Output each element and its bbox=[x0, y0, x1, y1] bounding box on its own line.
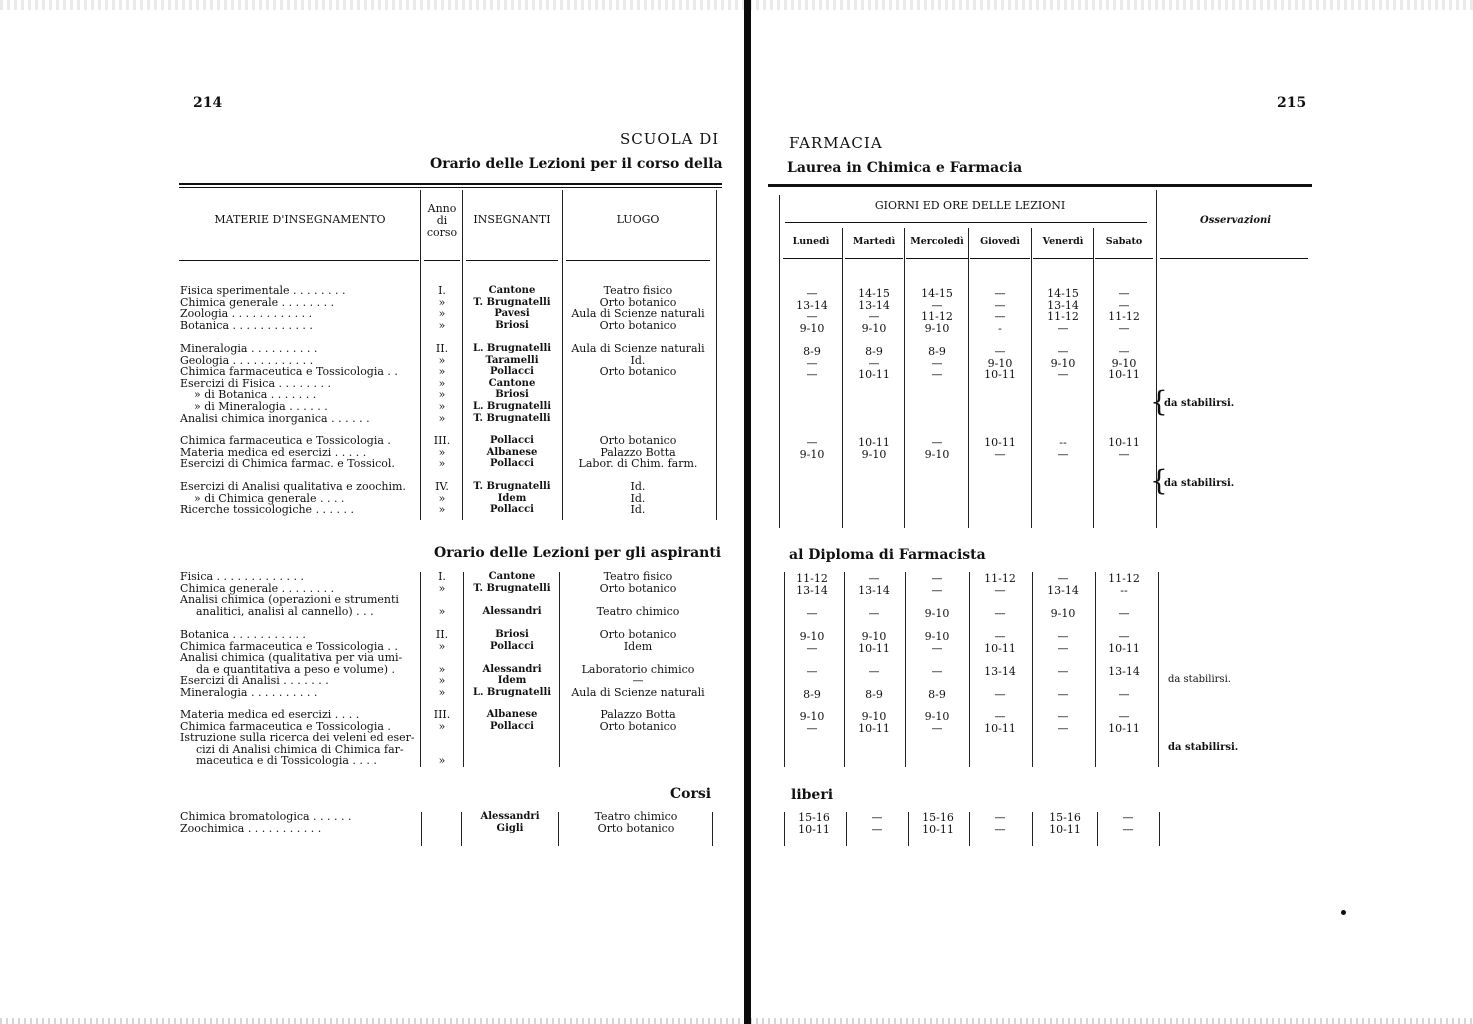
s3-mercoledi: 15-16 10-11 bbox=[922, 811, 954, 836]
s2-g2-giovedi: — 10-11 13-14 — bbox=[984, 630, 1016, 701]
page-edge-bottom bbox=[0, 1018, 1473, 1024]
s1-g2-martedi: 8-9 — 10-11 bbox=[858, 345, 890, 382]
header-underline-4 bbox=[566, 260, 710, 261]
s2-g1-martedi: — 13-14 — bbox=[858, 572, 890, 620]
s2-g3-note: da stabilirsi. bbox=[1168, 742, 1239, 753]
s3-giovedi: — — bbox=[994, 811, 1006, 836]
vline bbox=[462, 190, 463, 520]
book-spine bbox=[744, 0, 751, 1024]
vline bbox=[779, 195, 780, 528]
vline bbox=[421, 812, 422, 846]
vline bbox=[420, 572, 421, 767]
ink-speck bbox=[1341, 910, 1346, 915]
col-insegnanti: INSEGNANTI bbox=[473, 213, 551, 226]
s2-g2-sabato: — 10-11 13-14 — bbox=[1108, 630, 1140, 701]
s2-g1-mercoledi: — — 9-10 bbox=[924, 572, 950, 620]
s1-g2-lunedi: 8-9 — — bbox=[803, 345, 821, 382]
col-anno: Anno di corso bbox=[426, 202, 458, 239]
s2-g1-anno: I. » » bbox=[438, 570, 446, 618]
s1-g2-anno: II. » » » » » » bbox=[435, 342, 449, 425]
s1-g3-lunedi: — 9-10 bbox=[799, 436, 825, 461]
day-venerdi: Venerdì bbox=[1042, 236, 1084, 247]
s2-g3-places: Palazzo Botta Orto botanico bbox=[599, 708, 677, 733]
day-lunedi: Lunedì bbox=[792, 236, 830, 247]
s2-g1-venerdi: — 13-14 9-10 bbox=[1047, 572, 1079, 620]
s1-g1-venerdi: 14-15 13-14 11-12 — bbox=[1047, 287, 1079, 335]
vline bbox=[716, 190, 717, 520]
s1-g4-anno: IV. » » bbox=[435, 480, 449, 517]
s1-g3-subjects: Chimica farmaceutica e Tossicologia . Materia medica ed esercizi . . . . . Esercizi di Chimica farmac. e Tossicol. bbox=[180, 434, 395, 471]
s1-g2-sabato: — 9-10 10-11 bbox=[1108, 345, 1140, 382]
vline bbox=[562, 190, 563, 520]
s3-subjects: Chimica bromatologica . . . . . . Zoochimica . . . . . . . . . . . bbox=[180, 810, 352, 835]
s1-g1-sabato: — — 11-12 — bbox=[1108, 287, 1140, 335]
s2-g2-subjects: Botanica . . . . . . . . . . . Chimica farmaceutica e Tossicologia . . Analisi chimica (qualitativa per via umi- da e quantitativa a peso e volume) . Esercizi di Analisi . . . . . . . Mineralogia . . . . . . . . . . bbox=[180, 628, 403, 699]
s1-g2-teachers: L. Brugnatelli Taramelli Pollacci Cantone Briosi L. Brugnatelli T. Brugnatelli bbox=[472, 343, 552, 424]
vline bbox=[1158, 572, 1159, 767]
s3-places: Teatro chimico Orto botanico bbox=[594, 810, 678, 835]
page-number-left: 214 bbox=[193, 95, 223, 111]
vline bbox=[968, 228, 969, 528]
day-underline-4 bbox=[970, 258, 1030, 259]
s2-g1-subjects: Fisica . . . . . . . . . . . . . Chimica generale . . . . . . . . Analisi chimica (operazioni e strumenti analitici, analisi al cannello) . . . bbox=[180, 570, 399, 618]
s1-g3-venerdi: -- — bbox=[1057, 436, 1069, 461]
s1-g2-note: da stabilirsi. bbox=[1164, 398, 1235, 409]
page-number-right: 215 bbox=[1277, 95, 1307, 111]
s1-g2-mercoledi: 8-9 — — bbox=[928, 345, 946, 382]
rule-top-right bbox=[768, 184, 1312, 187]
s3-venerdi: 15-16 10-11 bbox=[1049, 811, 1081, 836]
s2-g3-mercoledi: 9-10 — bbox=[924, 710, 950, 735]
s1-g1-subjects: Fisica sperimentale . . . . . . . . Chimica generale . . . . . . . . Zoologia . . . . . . . . . . . . Botanica . . . . . . . . . . . . bbox=[180, 284, 346, 332]
s1-g4-places: Id. Id. Id. bbox=[630, 480, 646, 517]
vline bbox=[969, 812, 970, 846]
s1-g4-teachers: T. Brugnatelli Idem Pollacci bbox=[473, 481, 551, 516]
s1-g1-giovedi: — — — - bbox=[994, 287, 1006, 335]
vline bbox=[904, 228, 905, 528]
giorni-underline bbox=[785, 222, 1147, 223]
col-giorni: GIORNI ED ORE DELLE LEZIONI bbox=[874, 199, 1066, 212]
s2-g3-martedi: 9-10 10-11 bbox=[858, 710, 890, 735]
section3-title-left: Corsi bbox=[670, 786, 712, 802]
s1-g2-giovedi: — 9-10 10-11 bbox=[984, 345, 1016, 382]
vline bbox=[463, 572, 464, 767]
s2-g2-lunedi: 9-10 — — 8-9 bbox=[799, 630, 825, 701]
s1-g2-subjects: Mineralogia . . . . . . . . . . Geologia . . . . . . . . . . . . Chimica farmaceutica e Tossicologia . . Esercizi di Fisica . . . . . . . . » di Botanica . . . . . . . » di Mineralogia . . . . . . Analisi chimica inorganica . . . . . . bbox=[180, 342, 398, 425]
day-mercoledi: Mercoledì bbox=[910, 236, 964, 247]
vline bbox=[1031, 228, 1032, 528]
s2-g2-anno: II. » » » » bbox=[435, 628, 449, 699]
s1-g3-giovedi: 10-11 — bbox=[984, 436, 1016, 461]
s1-g1-teachers: Cantone T. Brugnatelli Pavesi Briosi bbox=[473, 285, 551, 331]
s2-g2-teachers: Briosi Pollacci Alessandri Idem L. Brugnatelli bbox=[472, 629, 552, 698]
vline bbox=[1093, 228, 1094, 528]
obs-underline bbox=[1160, 258, 1308, 259]
s1-g3-sabato: 10-11 — bbox=[1108, 436, 1140, 461]
vline bbox=[1097, 812, 1098, 846]
brace: { bbox=[1150, 464, 1168, 497]
vline bbox=[559, 572, 560, 767]
s1-g3-mercoledi: — 9-10 bbox=[924, 436, 950, 461]
day-underline-3 bbox=[906, 258, 968, 259]
s3-martedi: — — bbox=[871, 811, 883, 836]
header-left: SCUOLA DI bbox=[620, 130, 720, 148]
s2-g1-giovedi: 11-12 — — bbox=[984, 572, 1016, 620]
s1-g3-anno: III. » » bbox=[433, 434, 451, 471]
s1-g1-mercoledi: 14-15 — 11-12 9-10 bbox=[921, 287, 953, 335]
s1-g2-places: Aula di Scienze naturali Id. Orto botanico bbox=[571, 342, 705, 379]
s1-g1-places: Teatro fisico Orto botanico Aula di Scienze naturali Orto botanico bbox=[571, 284, 705, 332]
day-underline-1 bbox=[783, 258, 843, 259]
vline bbox=[1032, 812, 1033, 846]
vline bbox=[558, 812, 559, 846]
s1-g3-martedi: 10-11 9-10 bbox=[858, 436, 890, 461]
day-underline-6 bbox=[1095, 258, 1153, 259]
subtitle-right: Laurea in Chimica e Farmacia bbox=[787, 160, 1023, 176]
vline bbox=[846, 812, 847, 846]
header-underline-2 bbox=[424, 260, 460, 261]
s2-g2-martedi: 9-10 10-11 — 8-9 bbox=[858, 630, 890, 701]
rule-top-left bbox=[179, 183, 722, 185]
s2-g3-venerdi: — — bbox=[1057, 710, 1069, 735]
s2-g1-lunedi: 11-12 13-14 — bbox=[796, 572, 828, 620]
s3-lunedi: 15-16 10-11 bbox=[798, 811, 830, 836]
s2-g3-lunedi: 9-10 — bbox=[799, 710, 825, 735]
s1-g1-martedi: 14-15 13-14 — 9-10 bbox=[858, 287, 890, 335]
s2-g1-sabato: 11-12 -- — bbox=[1108, 572, 1140, 620]
section2-title-right: al Diploma di Farmacista bbox=[789, 547, 986, 563]
vline bbox=[1159, 812, 1160, 846]
s2-g2-mercoledi: 9-10 — — 8-9 bbox=[924, 630, 950, 701]
brace: { bbox=[1150, 385, 1168, 418]
s1-g4-note: da stabilirsi. bbox=[1164, 478, 1235, 489]
day-martedi: Martedì bbox=[852, 236, 896, 247]
s1-g2-venerdi: — 9-10 — bbox=[1050, 345, 1076, 382]
s1-g1-anno: I. » » » bbox=[438, 284, 446, 332]
header-underline-3 bbox=[466, 260, 558, 261]
header-right: FARMACIA bbox=[789, 134, 883, 152]
s2-g2-places: Orto botanico Idem Laboratorio chimico — Aula di Scienze naturali bbox=[571, 628, 705, 699]
s2-g3-anno: III. » » bbox=[433, 708, 451, 768]
vline bbox=[842, 228, 843, 528]
day-underline-2 bbox=[845, 258, 903, 259]
vline bbox=[461, 812, 462, 846]
s1-g1-lunedi: — 13-14 — 9-10 bbox=[796, 287, 828, 335]
col-luogo: LUOGO bbox=[616, 213, 660, 226]
s2-g2-note: da stabilirsi. bbox=[1168, 674, 1231, 685]
col-materie: MATERIE D'INSEGNAMENTO bbox=[214, 213, 386, 226]
s1-g3-teachers: Pollacci Albanese Pollacci bbox=[486, 435, 538, 470]
subtitle-left: Orario delle Lezioni per il corso della bbox=[430, 156, 723, 172]
vline bbox=[420, 190, 421, 520]
vline bbox=[712, 812, 713, 846]
s1-g3-places: Orto botanico Palazzo Botta Labor. di Chim. farm. bbox=[578, 434, 698, 471]
s2-g3-subjects: Materia medica ed esercizi . . . . Chimica farmaceutica e Tossicologia . Istruzione sulla ricerca dei veleni ed eser- cizi di Analisi chimica di Chimica far- maceutica e di Tossicologia . . . . bbox=[180, 708, 415, 768]
s3-sabato: — — bbox=[1122, 811, 1134, 836]
day-underline-5 bbox=[1033, 258, 1093, 259]
s1-g4-subjects: Esercizi di Analisi qualitativa e zoochim. » di Chimica generale . . . . Ricerche tossicologiche . . . . . . bbox=[180, 480, 406, 517]
day-giovedi: Giovedì bbox=[980, 236, 1020, 247]
s2-g3-giovedi: — 10-11 bbox=[984, 710, 1016, 735]
s3-teachers: Alessandri Gigli bbox=[480, 811, 540, 834]
section2-title-left: Orario delle Lezioni per gli aspiranti bbox=[434, 545, 722, 561]
s2-g2-venerdi: — — — — bbox=[1057, 630, 1069, 701]
col-osservazioni: Osservazioni bbox=[1200, 215, 1272, 226]
section3-title-right: liberi bbox=[791, 787, 834, 803]
s2-g3-sabato: — 10-11 bbox=[1108, 710, 1140, 735]
page-edge-top bbox=[0, 0, 1473, 10]
day-sabato: Sabato bbox=[1105, 236, 1143, 247]
s2-g1-places: Teatro fisico Orto botanico Teatro chimico bbox=[596, 570, 680, 618]
rule-top-left-thin bbox=[179, 187, 722, 188]
s2-g3-teachers: Albanese Pollacci bbox=[486, 709, 538, 732]
header-underline-1 bbox=[179, 260, 419, 261]
s2-g1-teachers: Cantone T. Brugnatelli Alessandri bbox=[473, 571, 551, 617]
